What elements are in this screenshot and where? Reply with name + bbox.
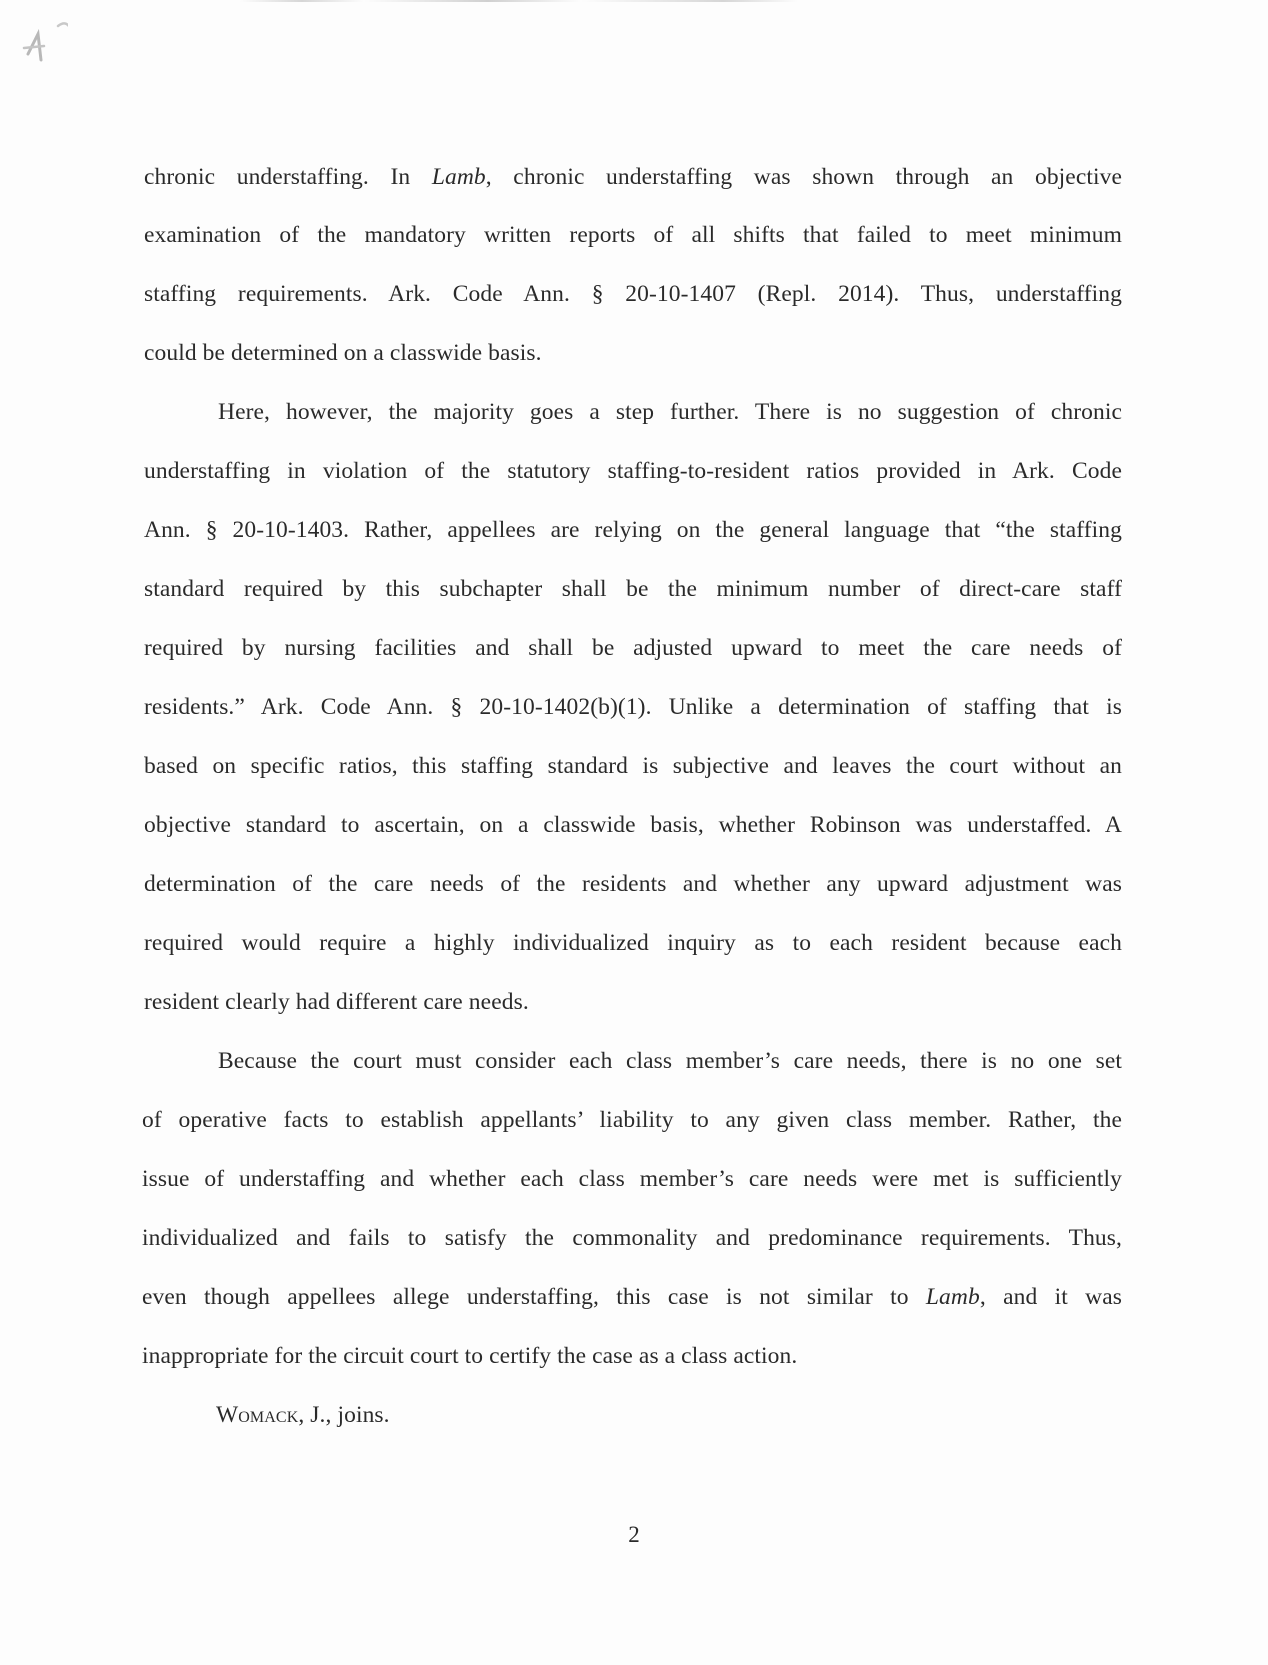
handwritten-mark-icon: [8, 12, 68, 72]
body-line: Because the court must consider each class member’s care needs, there is no one set: [218, 1048, 1122, 1074]
body-line: residents.” Ark. Code Ann. § 20-10-1402(b)(1). Unlike a determination of staffing that is: [144, 694, 1122, 720]
body-line: chronic understaffing. In Lamb, chronic understaffing was shown through an objective: [144, 164, 1123, 190]
scan-artifact: [240, 0, 860, 2]
body-line: issue of understaffing and whether each class member’s care needs were met is sufficiently: [142, 1166, 1122, 1192]
body-line: required by nursing facilities and shall be adjusted upward to meet the care needs of: [144, 635, 1122, 661]
body-line: even though appellees allege understaffing, this case is not similar to Lamb, and it was: [142, 1284, 1122, 1310]
justice-name: Womack: [216, 1402, 299, 1428]
body-line: determination of the care needs of the residents and whether any upward adjustment was: [144, 871, 1122, 897]
page-number: 2: [628, 1522, 640, 1547]
case-citation: Lamb: [925, 1284, 980, 1310]
body-line: staffing requirements. Ark. Code Ann. § 20-10-1407 (Repl. 2014). Thus, understaffing: [144, 281, 1122, 307]
body-line: Here, however, the majority goes a step further. There is no suggestion of chronic: [218, 399, 1122, 425]
body-line: standard required by this subchapter shall be the minimum number of direct-care staff: [144, 576, 1122, 602]
body-line: of operative facts to establish appellants’ liability to any given class member. Rather, the: [142, 1107, 1122, 1133]
body-line: Ann. § 20-10-1403. Rather, appellees are relying on the general language that “the staffing: [144, 517, 1122, 543]
body-line: could be determined on a classwide basis.: [144, 340, 542, 366]
body-line: objective standard to ascertain, on a classwide basis, whether Robinson was understaffed. A: [144, 812, 1122, 838]
body-line: understaffing in violation of the statutory staffing-to-resident ratios provided in Ark. Code: [144, 458, 1122, 484]
case-citation: Lamb: [431, 164, 486, 190]
body-line: based on specific ratios, this staffing standard is subjective and leaves the court without an: [144, 753, 1122, 779]
body-line: required would require a highly individualized inquiry as to each resident because each: [144, 930, 1122, 956]
body-line: examination of the mandatory written reports of all shifts that failed to meet minimum: [144, 222, 1122, 248]
body-line: inappropriate for the circuit court to certify the case as a class action.: [142, 1343, 798, 1369]
body-line: individualized and fails to satisfy the commonality and predominance requirements. Thus,: [142, 1225, 1122, 1251]
body-line: resident clearly had different care needs.: [144, 989, 529, 1015]
joinder-line: Womack, J., joins.: [216, 1402, 390, 1428]
